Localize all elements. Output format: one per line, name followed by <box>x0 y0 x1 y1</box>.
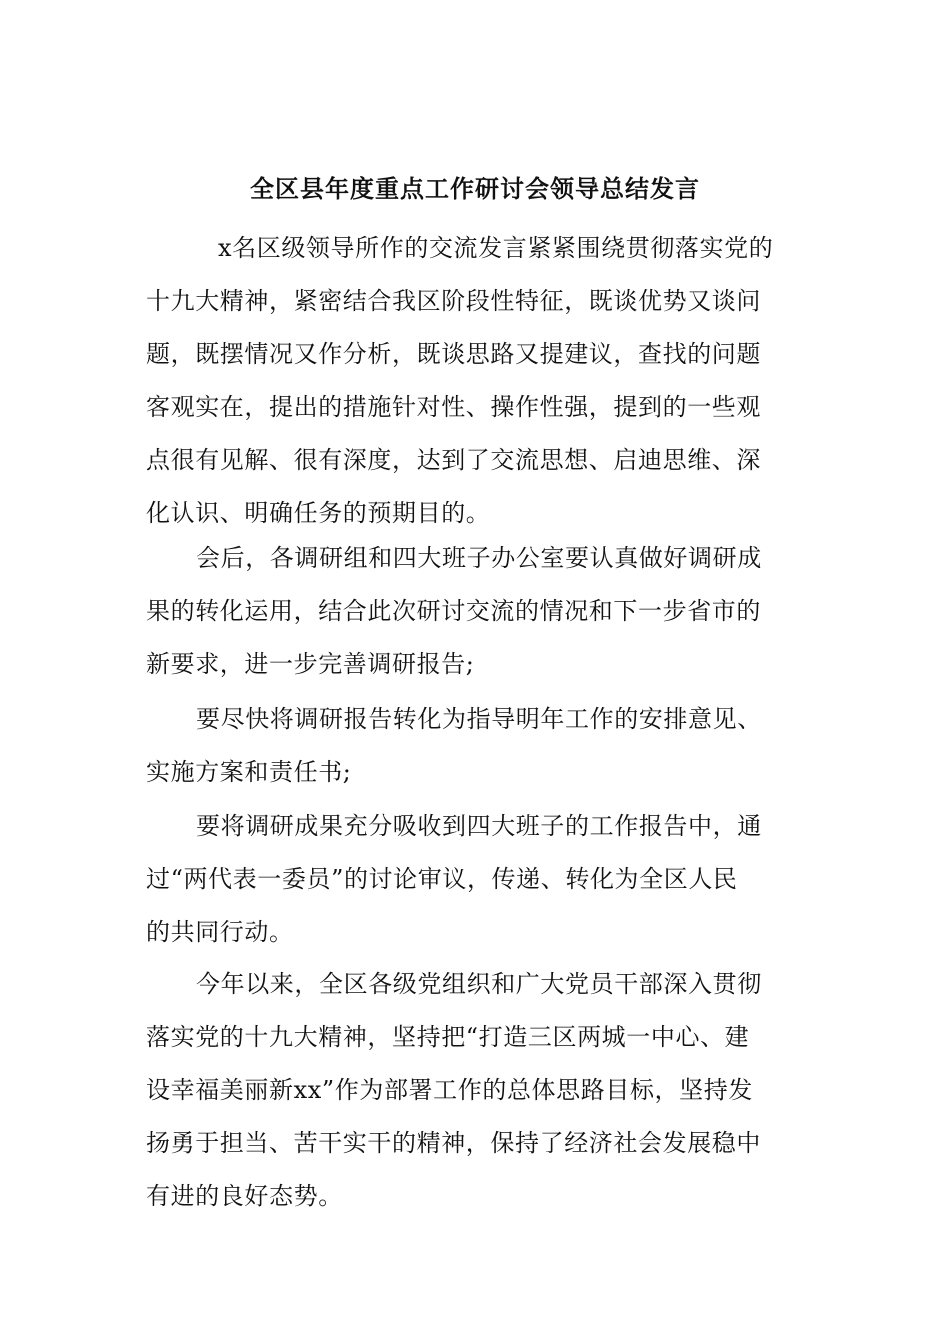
paragraph-line: 的共同行动。 <box>146 918 294 946</box>
paragraph-line: 要将调研成果充分吸收到四大班子的工作报告中，通 <box>196 812 762 840</box>
paragraph-line: 有进的良好态势。 <box>146 1182 343 1210</box>
paragraph-1 <box>146 222 806 540</box>
paragraph-line: 果的转化运用，结合此次研讨交流的情况和下一步省市的 <box>146 597 761 625</box>
paragraph-3 <box>146 693 806 799</box>
paragraph-line: 设幸福美丽新xx”作为部署工作的总体思路目标，坚持发 <box>146 1076 753 1104</box>
paragraph-line: 落实党的十九大精神，坚持把“打造三区两城一中心、建 <box>146 1023 750 1051</box>
paragraph-line: 十九大精神，紧密结合我区阶段性特征，既谈优势又谈问 <box>146 287 761 315</box>
paragraph-line: 过“两代表一委员”的讨论审议，传递、转化为全区人民 <box>146 865 738 893</box>
paragraph-line: x名区级领导所作的交流发言紧紧围绕贯彻落实党的 <box>218 234 774 262</box>
document-title: 全区县年度重点工作研讨会领导总结发言 <box>250 174 700 203</box>
paragraph-4 <box>146 800 806 959</box>
paragraph-line: 实施方案和责任书; <box>146 758 352 786</box>
paragraph-line: 点很有见解、很有深度，达到了交流思想、启迪思维、深 <box>146 446 761 474</box>
paragraph-line: 要尽快将调研报告转化为指导明年工作的安排意见、 <box>196 705 762 733</box>
paragraph-line: 化认识、明确任务的预期目的。 <box>146 499 491 527</box>
paragraph-line: 题，既摆情况又作分析，既谈思路又提建议，查找的问题 <box>146 340 761 368</box>
paragraph-line: 客观实在，提出的措施针对性、操作性强，提到的一些观 <box>146 393 761 421</box>
paragraph-line: 今年以来，全区各级党组织和广大党员干部深入贯彻 <box>196 970 762 998</box>
paragraph-5 <box>146 958 806 1223</box>
paragraph-line: 会后，各调研组和四大班子办公室要认真做好调研成 <box>196 544 762 572</box>
paragraph-line: 新要求，进一步完善调研报告; <box>146 650 475 678</box>
paragraph-2 <box>146 532 806 691</box>
paragraph-line: 扬勇于担当、苦干实干的精神，保持了经济社会发展稳中 <box>146 1129 761 1157</box>
